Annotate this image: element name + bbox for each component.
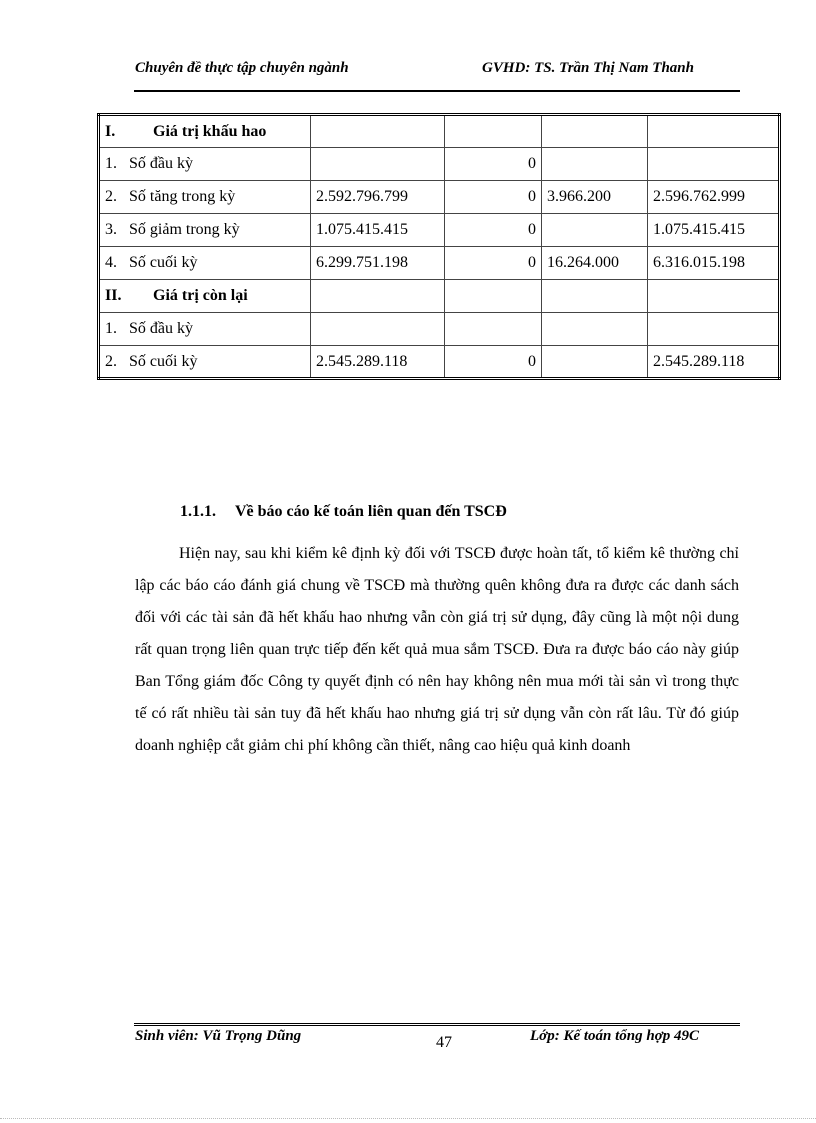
table-cell bbox=[445, 280, 542, 313]
section-heading-title: Về báo cáo kế toán liên quan đến TSCĐ bbox=[235, 503, 507, 520]
table-cell bbox=[648, 148, 780, 181]
table-cell: 6.316.015.198 bbox=[648, 247, 780, 280]
table-cell bbox=[648, 280, 780, 313]
table-cell: 1.075.415.415 bbox=[648, 214, 780, 247]
header-supervisor: GVHD: TS. Trần Thị Nam Thanh bbox=[482, 60, 694, 76]
row-label-cell bbox=[99, 346, 311, 379]
table-section-row bbox=[99, 115, 780, 148]
table-cell: 0 bbox=[445, 214, 542, 247]
page-bottom-edge bbox=[0, 1118, 816, 1119]
table-cell: 1.075.415.415 bbox=[311, 214, 445, 247]
row-number: 1. bbox=[105, 320, 117, 337]
table-cell: 0 bbox=[445, 346, 542, 379]
table-cell bbox=[445, 313, 542, 346]
section-number: II. bbox=[105, 287, 122, 304]
row-label: Số giảm trong kỳ bbox=[129, 221, 240, 238]
table-cell: 2.592.796.799 bbox=[311, 181, 445, 214]
table-row bbox=[99, 214, 780, 247]
row-number: 1. bbox=[105, 155, 117, 172]
table-cell: 16.264.000 bbox=[542, 247, 648, 280]
footer-class: Lớp: Kế toán tổng hợp 49C bbox=[530, 1028, 700, 1044]
section-number: I. bbox=[105, 122, 116, 140]
table-row bbox=[99, 148, 780, 181]
row-label-cell bbox=[99, 313, 311, 346]
table-cell bbox=[648, 313, 780, 346]
table-section-row bbox=[99, 280, 780, 313]
table-cell: 2.545.289.118 bbox=[311, 346, 445, 379]
row-label: Số tăng trong kỳ bbox=[129, 188, 236, 205]
section-heading-number: 1.1.1. bbox=[180, 503, 216, 520]
table-cell bbox=[445, 115, 542, 148]
depreciation-table bbox=[97, 113, 781, 380]
table-cell bbox=[542, 313, 648, 346]
section-title: Giá trị khấu hao bbox=[153, 122, 267, 140]
row-label: Số đầu kỳ bbox=[129, 320, 193, 337]
table-cell bbox=[311, 280, 445, 313]
table-row bbox=[99, 247, 780, 280]
table-cell: 3.966.200 bbox=[542, 181, 648, 214]
row-number: 2. bbox=[105, 188, 117, 205]
section-label-cell bbox=[99, 280, 311, 313]
section-title: Giá trị còn lại bbox=[153, 287, 248, 304]
row-label: Số cuối kỳ bbox=[129, 352, 198, 370]
section-label-cell bbox=[99, 115, 311, 148]
row-number: 3. bbox=[105, 221, 117, 238]
table-row bbox=[99, 181, 780, 214]
table-cell bbox=[311, 115, 445, 148]
table-cell bbox=[542, 280, 648, 313]
body-paragraph: Hiện nay, sau khi kiểm kê định kỳ đối với TSCĐ được hoàn tất, tổ kiểm kê thường chỉ lập các báo cáo đánh giá chung về TSCĐ mà thường quên không đưa ra được các danh sách đối với các tài sản đã hết khấu hao nhưng vẫn còn giá trị sử dụng, đây cũng là một nội dung rất quan trọng liên quan trực tiếp đến kết quả mua sắm TSCĐ. Đưa ra được báo cáo này giúp Ban Tổng giám đốc Công ty quyết định có nên hay không nên mua mới tài sản vì trong thực tế có rất nhiều tài sản tuy đã hết khấu hao nhưng giá trị sử dụng vẫn còn rất lâu. Từ đó giúp doanh nghiệp cắt giảm chi phí không cần thiết, nâng cao hiệu quả kinh doanh bbox=[135, 545, 739, 754]
table-cell: 0 bbox=[445, 181, 542, 214]
row-label-cell bbox=[99, 247, 311, 280]
row-label-cell bbox=[99, 181, 311, 214]
table-cell bbox=[542, 115, 648, 148]
table-cell: 0 bbox=[445, 247, 542, 280]
row-label: Số cuối kỳ bbox=[129, 254, 198, 271]
row-number: 4. bbox=[105, 254, 117, 271]
table-cell bbox=[542, 214, 648, 247]
table-row bbox=[99, 346, 780, 379]
footer-student: Sinh viên: Vũ Trọng Dũng bbox=[135, 1028, 302, 1044]
table-cell: 2.596.762.999 bbox=[648, 181, 780, 214]
table-cell bbox=[542, 148, 648, 181]
section-heading bbox=[180, 503, 507, 521]
header-divider bbox=[134, 90, 740, 92]
table-cell: 0 bbox=[445, 148, 542, 181]
table-row bbox=[99, 313, 780, 346]
row-label: Số đầu kỳ bbox=[129, 155, 193, 172]
table-cell bbox=[311, 313, 445, 346]
row-label-cell bbox=[99, 214, 311, 247]
row-label-cell bbox=[99, 148, 311, 181]
table-cell bbox=[311, 148, 445, 181]
header-left-title: Chuyên đề thực tập chuyên ngành bbox=[135, 60, 349, 76]
row-number: 2. bbox=[105, 352, 117, 370]
page-number: 47 bbox=[436, 1034, 452, 1051]
footer-divider bbox=[134, 1023, 740, 1026]
table-cell: 6.299.751.198 bbox=[311, 247, 445, 280]
table-cell: 2.545.289.118 bbox=[648, 346, 780, 379]
table-cell bbox=[542, 346, 648, 379]
table-cell bbox=[648, 115, 780, 148]
